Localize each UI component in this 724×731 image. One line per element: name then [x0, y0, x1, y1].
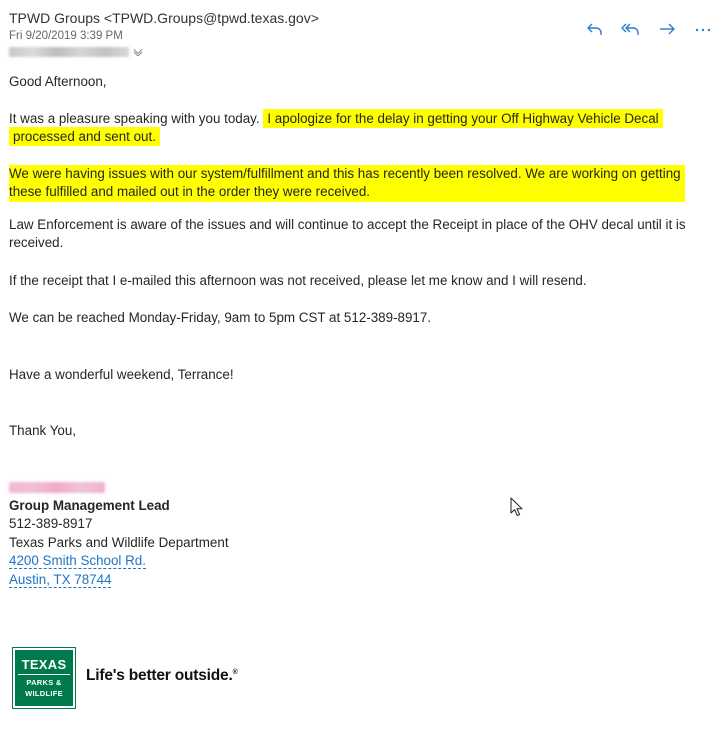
- logo-line-3: WILDLIFE: [25, 689, 63, 698]
- forward-button[interactable]: [654, 18, 680, 40]
- greeting: Good Afternoon,: [9, 74, 107, 89]
- reply-button[interactable]: [582, 18, 608, 40]
- sender[interactable]: TPWD Groups <TPWD.Groups@tpwd.texas.gov>: [9, 10, 319, 26]
- forward-icon: [658, 21, 676, 37]
- reply-all-button[interactable]: [618, 18, 644, 40]
- sent-date: Fri 9/20/2019 3:39 PM: [9, 30, 123, 42]
- signature-name-row: [9, 479, 709, 497]
- signature-name-redacted: [9, 482, 105, 493]
- registered-mark: ®: [232, 668, 238, 676]
- mouse-pointer-icon: [510, 497, 524, 517]
- logo-divider: [18, 674, 70, 675]
- paragraph-4: If the receipt that I e-mailed this afternoon was not received, please let me know and I will resend.: [9, 272, 587, 288]
- more-icon: [694, 21, 712, 37]
- logo-line-2: PARKS &: [26, 678, 62, 687]
- more-button[interactable]: [690, 18, 716, 40]
- paragraph-2-highlight: We were having issues with our system/fulfillment and this has recently been resolved. We are working on getting these fulfilled and mailed out in the order they were received.: [9, 165, 685, 202]
- reply-all-icon: [621, 21, 641, 37]
- signature-title: Group Management Lead: [9, 497, 170, 513]
- signature-phone: 512-389-8917: [9, 516, 93, 531]
- tpwd-logo: [13, 648, 75, 708]
- signature: [9, 479, 709, 590]
- closing: Thank You,: [9, 423, 77, 438]
- message-actions: [582, 18, 716, 40]
- logo-line-1: TEXAS: [21, 657, 67, 672]
- reply-icon: [586, 21, 604, 37]
- chevron-down-icon[interactable]: [133, 48, 143, 56]
- address-link-line1[interactable]: 4200 Smith School Rd.: [9, 553, 146, 568]
- paragraph-3: Law Enforcement is aware of the issues and will continue to accept the Receipt in place of the OHV decal until it is received.: [9, 216, 686, 250]
- recipient-row[interactable]: [9, 44, 569, 60]
- signature-department: Texas Parks and Wildlife Department: [9, 534, 229, 550]
- tagline: [86, 667, 238, 685]
- paragraph-1-plain: It was a pleasure speaking with you today.: [9, 110, 260, 126]
- email-body: [9, 73, 709, 589]
- address-link-line2[interactable]: Austin, TX 78744: [9, 571, 112, 587]
- email-header: [9, 8, 569, 60]
- paragraph-1-highlight: I apologize for the delay in getting your Off Highway Vehicle Decal processed and sent out.: [9, 109, 663, 147]
- paragraph-5: We can be reached Monday-Friday, 9am to 5pm CST at 512-389-8917.: [9, 310, 432, 325]
- tagline-text: Life's better outside.: [86, 667, 233, 684]
- paragraph-6: Have a wonderful weekend, Terrance!: [9, 366, 234, 382]
- paragraph-1: [9, 110, 709, 147]
- recipient-redacted: [9, 47, 129, 57]
